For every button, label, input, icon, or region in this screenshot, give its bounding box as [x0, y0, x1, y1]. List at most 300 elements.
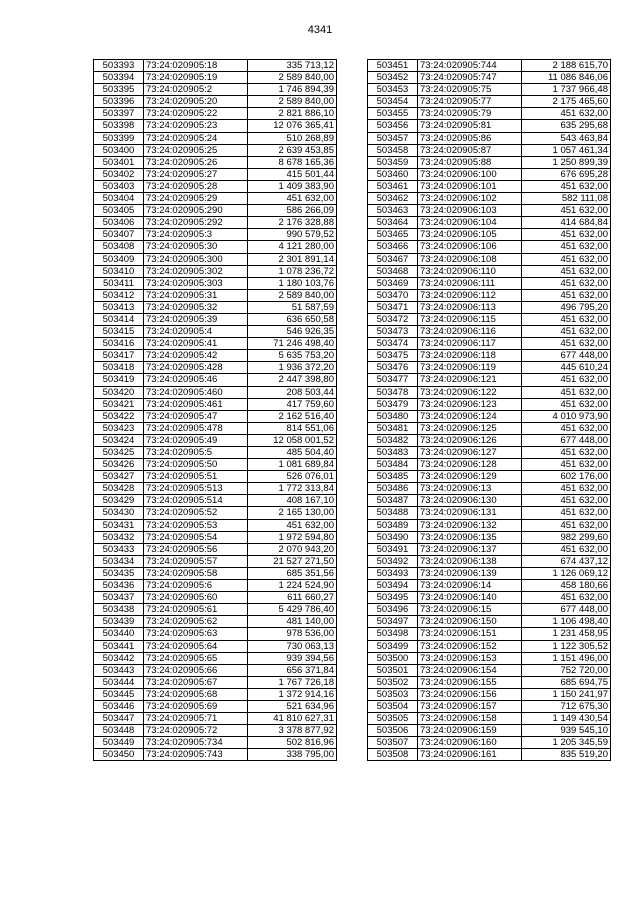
value-cell: 1 078 236,72	[248, 265, 337, 277]
cadastral-number-cell: 73:24:020906:104	[418, 217, 522, 229]
table-row	[94, 543, 337, 555]
row-number-cell: 503424	[94, 434, 144, 446]
table-row	[94, 628, 337, 640]
value-cell: 1 409 383,90	[248, 180, 337, 192]
value-cell: 335 713,12	[248, 60, 337, 72]
table-row	[368, 326, 611, 338]
cadastral-number-cell: 73:24:020905:31	[144, 289, 248, 301]
table-row	[368, 749, 611, 761]
table-row	[368, 229, 611, 241]
value-cell: 3 378 877,92	[248, 725, 337, 737]
cadastral-number-cell: 73:24:020905:68	[144, 688, 248, 700]
row-number-cell: 503450	[94, 749, 144, 761]
table-row	[368, 205, 611, 217]
cadastral-number-cell: 73:24:020905:461	[144, 398, 248, 410]
value-cell: 451 632,00	[522, 180, 611, 192]
row-number-cell: 503499	[368, 640, 418, 652]
row-number-cell: 503409	[94, 253, 144, 265]
cadastral-number-cell: 73:24:020905:61	[144, 604, 248, 616]
value-cell: 2 175 465,60	[522, 96, 611, 108]
row-number-cell: 503458	[368, 144, 418, 156]
row-number-cell: 503502	[368, 676, 418, 688]
row-number-cell: 503393	[94, 60, 144, 72]
table-row	[368, 241, 611, 253]
row-number-cell: 503459	[368, 156, 418, 168]
row-number-cell: 503422	[94, 410, 144, 422]
cadastral-number-cell: 73:24:020905:32	[144, 301, 248, 313]
row-number-cell: 503444	[94, 676, 144, 688]
value-cell: 636 650,58	[248, 313, 337, 325]
value-cell: 814 551,06	[248, 422, 337, 434]
row-number-cell: 503401	[94, 156, 144, 168]
row-number-cell: 503443	[94, 664, 144, 676]
row-number-cell: 503504	[368, 700, 418, 712]
value-cell: 12 076 365,41	[248, 120, 337, 132]
table-row	[94, 410, 337, 422]
table-row	[94, 422, 337, 434]
row-number-cell: 503485	[368, 471, 418, 483]
value-cell: 1 250 899,39	[522, 156, 611, 168]
cadastral-number-cell: 73:24:020905:5	[144, 447, 248, 459]
row-number-cell: 503489	[368, 519, 418, 531]
table-row	[94, 205, 337, 217]
cadastral-number-cell: 73:24:020905:24	[144, 132, 248, 144]
row-number-cell: 503503	[368, 688, 418, 700]
table-row	[94, 519, 337, 531]
value-cell: 5 429 786,40	[248, 604, 337, 616]
cadastral-number-cell: 73:24:020906:15	[418, 604, 522, 616]
row-number-cell: 503469	[368, 277, 418, 289]
table-row	[94, 737, 337, 749]
table-row	[94, 567, 337, 579]
row-number-cell: 503436	[94, 580, 144, 592]
row-number-cell: 503465	[368, 229, 418, 241]
cadastral-number-cell: 73:24:020905:49	[144, 434, 248, 446]
row-number-cell: 503442	[94, 652, 144, 664]
value-cell: 451 632,00	[522, 277, 611, 289]
row-number-cell: 503420	[94, 386, 144, 398]
value-cell: 730 063,13	[248, 640, 337, 652]
table-row	[94, 616, 337, 628]
cadastral-number-cell: 73:24:020906:131	[418, 507, 522, 519]
value-cell: 451 632,00	[522, 374, 611, 386]
row-number-cell: 503423	[94, 422, 144, 434]
cadastral-number-cell: 73:24:020905:513	[144, 483, 248, 495]
row-number-cell: 503403	[94, 180, 144, 192]
cadastral-number-cell: 73:24:020906:118	[418, 350, 522, 362]
table-row	[368, 253, 611, 265]
value-cell: 656 371,84	[248, 664, 337, 676]
row-number-cell: 503413	[94, 301, 144, 313]
row-number-cell: 503501	[368, 664, 418, 676]
value-cell: 1 081 689,84	[248, 459, 337, 471]
cadastral-number-cell: 73:24:020905:69	[144, 700, 248, 712]
cadastral-number-cell: 73:24:020905:60	[144, 592, 248, 604]
row-number-cell: 503488	[368, 507, 418, 519]
cadastral-number-cell: 73:24:020905:303	[144, 277, 248, 289]
value-cell: 1 106 498,40	[522, 616, 611, 628]
cadastral-number-cell: 73:24:020906:126	[418, 434, 522, 446]
row-number-cell: 503507	[368, 737, 418, 749]
value-cell: 1 372 914,16	[248, 688, 337, 700]
row-number-cell: 503461	[368, 180, 418, 192]
table-row	[368, 543, 611, 555]
value-cell: 451 632,00	[522, 253, 611, 265]
table-row	[368, 410, 611, 422]
row-number-cell: 503454	[368, 96, 418, 108]
cadastral-number-cell: 73:24:020906:156	[418, 688, 522, 700]
table-row	[94, 132, 337, 144]
cadastral-number-cell: 73:24:020906:115	[418, 313, 522, 325]
cadastral-number-cell: 73:24:020906:121	[418, 374, 522, 386]
value-cell: 1 057 461,34	[522, 144, 611, 156]
table-row	[368, 483, 611, 495]
cadastral-number-cell: 73:24:020905:57	[144, 555, 248, 567]
table-row	[368, 301, 611, 313]
table-row	[94, 725, 337, 737]
table-row	[368, 459, 611, 471]
row-number-cell: 503463	[368, 205, 418, 217]
value-cell: 2 162 516,40	[248, 410, 337, 422]
value-cell: 417 759,60	[248, 398, 337, 410]
table-row	[94, 326, 337, 338]
value-cell: 451 632,00	[522, 229, 611, 241]
table-row	[368, 616, 611, 628]
cadastral-number-cell: 73:24:020905:27	[144, 168, 248, 180]
table-row	[94, 555, 337, 567]
cadastral-number-cell: 73:24:020905:50	[144, 459, 248, 471]
row-number-cell: 503427	[94, 471, 144, 483]
value-cell: 408 167,10	[248, 495, 337, 507]
value-cell: 458 180,66	[522, 580, 611, 592]
cadastral-number-cell: 73:24:020905:46	[144, 374, 248, 386]
value-cell: 51 587,59	[248, 301, 337, 313]
table-row	[368, 531, 611, 543]
cadastral-number-cell: 73:24:020906:125	[418, 422, 522, 434]
row-number-cell: 503414	[94, 313, 144, 325]
table-row	[368, 507, 611, 519]
table-row	[368, 700, 611, 712]
table-row	[368, 471, 611, 483]
cadastral-number-cell: 73:24:020905:88	[418, 156, 522, 168]
table-row	[368, 398, 611, 410]
cadastral-number-cell: 73:24:020905:20	[144, 96, 248, 108]
cadastral-number-cell: 73:24:020906:116	[418, 326, 522, 338]
value-cell: 451 632,00	[522, 108, 611, 120]
value-cell: 451 632,00	[522, 313, 611, 325]
value-cell: 415 501,44	[248, 168, 337, 180]
cadastral-number-cell: 73:24:020905:460	[144, 386, 248, 398]
row-number-cell: 503431	[94, 519, 144, 531]
cadastral-number-cell: 73:24:020906:159	[418, 725, 522, 737]
row-number-cell: 503468	[368, 265, 418, 277]
cadastral-number-cell: 73:24:020905:39	[144, 313, 248, 325]
value-cell: 674 437,12	[522, 555, 611, 567]
row-number-cell: 503416	[94, 338, 144, 350]
table-row	[368, 422, 611, 434]
value-cell: 451 632,00	[522, 289, 611, 301]
table-row	[94, 374, 337, 386]
value-cell: 451 632,00	[522, 447, 611, 459]
cadastral-number-cell: 73:24:020906:105	[418, 229, 522, 241]
cadastral-number-cell: 73:24:020906:151	[418, 628, 522, 640]
value-cell: 502 816,96	[248, 737, 337, 749]
value-cell: 685 351,56	[248, 567, 337, 579]
table-row	[94, 676, 337, 688]
row-number-cell: 503497	[368, 616, 418, 628]
cadastral-number-cell: 73:24:020905:4	[144, 326, 248, 338]
row-number-cell: 503455	[368, 108, 418, 120]
row-number-cell: 503487	[368, 495, 418, 507]
table-row	[94, 447, 337, 459]
cadastral-number-cell: 73:24:020905:514	[144, 495, 248, 507]
row-number-cell: 503434	[94, 555, 144, 567]
row-number-cell: 503453	[368, 84, 418, 96]
cadastral-number-cell: 73:24:020906:110	[418, 265, 522, 277]
row-number-cell: 503508	[368, 749, 418, 761]
value-cell: 526 076,01	[248, 471, 337, 483]
cadastral-number-cell: 73:24:020906:127	[418, 447, 522, 459]
cadastral-number-cell: 73:24:020905:302	[144, 265, 248, 277]
table-row	[94, 253, 337, 265]
value-cell: 510 268,89	[248, 132, 337, 144]
cadastral-number-cell: 73:24:020906:101	[418, 180, 522, 192]
cadastral-number-cell: 73:24:020905:63	[144, 628, 248, 640]
row-number-cell: 503451	[368, 60, 418, 72]
cadastral-number-cell: 73:24:020906:150	[418, 616, 522, 628]
table-row	[94, 749, 337, 761]
value-cell: 1 151 496,00	[522, 652, 611, 664]
cadastral-number-cell: 73:24:020905:26	[144, 156, 248, 168]
row-number-cell: 503447	[94, 713, 144, 725]
value-cell: 586 266,09	[248, 205, 337, 217]
value-cell: 939 545,10	[522, 725, 611, 737]
row-number-cell: 503439	[94, 616, 144, 628]
row-number-cell: 503466	[368, 241, 418, 253]
row-number-cell: 503412	[94, 289, 144, 301]
right-data-table	[367, 59, 611, 761]
table-row	[368, 713, 611, 725]
cadastral-number-cell: 73:24:020906:124	[418, 410, 522, 422]
cadastral-number-cell: 73:24:020906:132	[418, 519, 522, 531]
cadastral-number-cell: 73:24:020905:56	[144, 543, 248, 555]
value-cell: 451 632,00	[522, 398, 611, 410]
value-cell: 2 165 130,00	[248, 507, 337, 519]
row-number-cell: 503493	[368, 567, 418, 579]
value-cell: 1 972 594,80	[248, 531, 337, 543]
cadastral-number-cell: 73:24:020905:47	[144, 410, 248, 422]
table-row	[368, 628, 611, 640]
table-row	[94, 180, 337, 192]
value-cell: 2 447 398,80	[248, 374, 337, 386]
value-cell: 582 111,08	[522, 193, 611, 205]
value-cell: 1 746 894,39	[248, 84, 337, 96]
table-row	[368, 580, 611, 592]
cadastral-number-cell: 73:24:020906:140	[418, 592, 522, 604]
cadastral-number-cell: 73:24:020905:29	[144, 193, 248, 205]
value-cell: 990 579,52	[248, 229, 337, 241]
table-row	[94, 72, 337, 84]
cadastral-number-cell: 73:24:020906:102	[418, 193, 522, 205]
table-row	[368, 277, 611, 289]
row-number-cell: 503426	[94, 459, 144, 471]
cadastral-number-cell: 73:24:020905:54	[144, 531, 248, 543]
value-cell: 1 180 103,76	[248, 277, 337, 289]
value-cell: 208 503,44	[248, 386, 337, 398]
value-cell: 635 295,68	[522, 120, 611, 132]
table-row	[94, 398, 337, 410]
table-row	[94, 241, 337, 253]
table-row	[94, 168, 337, 180]
value-cell: 445 610,24	[522, 362, 611, 374]
value-cell: 71 246 498,40	[248, 338, 337, 350]
row-number-cell: 503411	[94, 277, 144, 289]
table-row	[368, 664, 611, 676]
cadastral-number-cell: 73:24:020906:160	[418, 737, 522, 749]
cadastral-number-cell: 73:24:020906:14	[418, 580, 522, 592]
cadastral-number-cell: 73:24:020905:81	[418, 120, 522, 132]
row-number-cell: 503398	[94, 120, 144, 132]
row-number-cell: 503435	[94, 567, 144, 579]
value-cell: 2 188 615,70	[522, 60, 611, 72]
table-row	[368, 567, 611, 579]
cadastral-number-cell: 73:24:020906:139	[418, 567, 522, 579]
table-row	[94, 700, 337, 712]
value-cell: 1 149 430,54	[522, 713, 611, 725]
cadastral-number-cell: 73:24:020906:123	[418, 398, 522, 410]
value-cell: 451 632,00	[248, 519, 337, 531]
table-row	[368, 362, 611, 374]
table-row	[368, 495, 611, 507]
page-number: 4341	[307, 24, 333, 36]
row-number-cell: 503471	[368, 301, 418, 313]
value-cell: 414 684,84	[522, 217, 611, 229]
table-row	[368, 289, 611, 301]
row-number-cell: 503506	[368, 725, 418, 737]
table-row	[368, 108, 611, 120]
table-row	[94, 640, 337, 652]
table-row	[94, 108, 337, 120]
value-cell: 451 632,00	[522, 326, 611, 338]
cadastral-number-cell: 73:24:020905:734	[144, 737, 248, 749]
table-row	[368, 96, 611, 108]
row-number-cell: 503472	[368, 313, 418, 325]
row-number-cell: 503445	[94, 688, 144, 700]
cadastral-number-cell: 73:24:020906:112	[418, 289, 522, 301]
table-row	[368, 120, 611, 132]
row-number-cell: 503417	[94, 350, 144, 362]
cadastral-number-cell: 73:24:020906:108	[418, 253, 522, 265]
table-row	[94, 338, 337, 350]
cadastral-number-cell: 73:24:020906:122	[418, 386, 522, 398]
value-cell: 8 678 165,36	[248, 156, 337, 168]
row-number-cell: 503505	[368, 713, 418, 725]
table-row	[368, 555, 611, 567]
value-cell: 21 527 271,50	[248, 555, 337, 567]
value-cell: 677 448,00	[522, 434, 611, 446]
row-number-cell: 503452	[368, 72, 418, 84]
value-cell: 5 635 753,20	[248, 350, 337, 362]
value-cell: 451 632,00	[522, 459, 611, 471]
value-cell: 1 126 069,12	[522, 567, 611, 579]
table-row	[94, 531, 337, 543]
table-row	[368, 725, 611, 737]
table-row	[94, 96, 337, 108]
row-number-cell: 503464	[368, 217, 418, 229]
row-number-cell: 503407	[94, 229, 144, 241]
table-row	[94, 84, 337, 96]
cadastral-number-cell: 73:24:020906:158	[418, 713, 522, 725]
table-row	[94, 713, 337, 725]
table-row	[94, 483, 337, 495]
value-cell: 2 821 886,10	[248, 108, 337, 120]
table-row	[368, 350, 611, 362]
cadastral-number-cell: 73:24:020905:75	[418, 84, 522, 96]
cadastral-number-cell: 73:24:020905:51	[144, 471, 248, 483]
value-cell: 712 675,30	[522, 700, 611, 712]
value-cell: 1 737 966,48	[522, 84, 611, 96]
value-cell: 41 810 627,31	[248, 713, 337, 725]
cadastral-number-cell: 73:24:020905:743	[144, 749, 248, 761]
cadastral-number-cell: 73:24:020905:28	[144, 180, 248, 192]
value-cell: 1 231 458,95	[522, 628, 611, 640]
table-row	[94, 193, 337, 205]
row-number-cell: 503429	[94, 495, 144, 507]
value-cell: 685 694,75	[522, 676, 611, 688]
cadastral-number-cell: 73:24:020905:23	[144, 120, 248, 132]
cadastral-number-cell: 73:24:020906:161	[418, 749, 522, 761]
table-row	[368, 156, 611, 168]
cadastral-number-cell: 73:24:020906:137	[418, 543, 522, 555]
row-number-cell: 503482	[368, 434, 418, 446]
value-cell: 1 224 524,90	[248, 580, 337, 592]
value-cell: 1 767 726,18	[248, 676, 337, 688]
cadastral-number-cell: 73:24:020905:87	[418, 144, 522, 156]
row-number-cell: 503396	[94, 96, 144, 108]
cadastral-number-cell: 73:24:020906:153	[418, 652, 522, 664]
value-cell: 2 176 328,88	[248, 217, 337, 229]
row-number-cell: 503477	[368, 374, 418, 386]
cadastral-number-cell: 73:24:020905:30	[144, 241, 248, 253]
cadastral-number-cell: 73:24:020905:19	[144, 72, 248, 84]
value-cell: 338 795,00	[248, 749, 337, 761]
row-number-cell: 503425	[94, 447, 144, 459]
value-cell: 1 205 345,59	[522, 737, 611, 749]
table-row	[368, 144, 611, 156]
table-row	[94, 313, 337, 325]
table-row	[94, 217, 337, 229]
row-number-cell: 503475	[368, 350, 418, 362]
value-cell: 677 448,00	[522, 350, 611, 362]
row-number-cell: 503479	[368, 398, 418, 410]
cadastral-number-cell: 73:24:020905:53	[144, 519, 248, 531]
row-number-cell: 503421	[94, 398, 144, 410]
table-row	[94, 301, 337, 313]
cadastral-number-cell: 73:24:020906:119	[418, 362, 522, 374]
table-row	[94, 60, 337, 72]
cadastral-number-cell: 73:24:020905:72	[144, 725, 248, 737]
table-row	[94, 144, 337, 156]
row-number-cell: 503408	[94, 241, 144, 253]
table-row	[368, 313, 611, 325]
table-row	[368, 132, 611, 144]
table-row	[368, 84, 611, 96]
table-row	[94, 362, 337, 374]
cadastral-number-cell: 73:24:020906:152	[418, 640, 522, 652]
row-number-cell: 503441	[94, 640, 144, 652]
table-row	[368, 168, 611, 180]
value-cell: 611 660,27	[248, 592, 337, 604]
